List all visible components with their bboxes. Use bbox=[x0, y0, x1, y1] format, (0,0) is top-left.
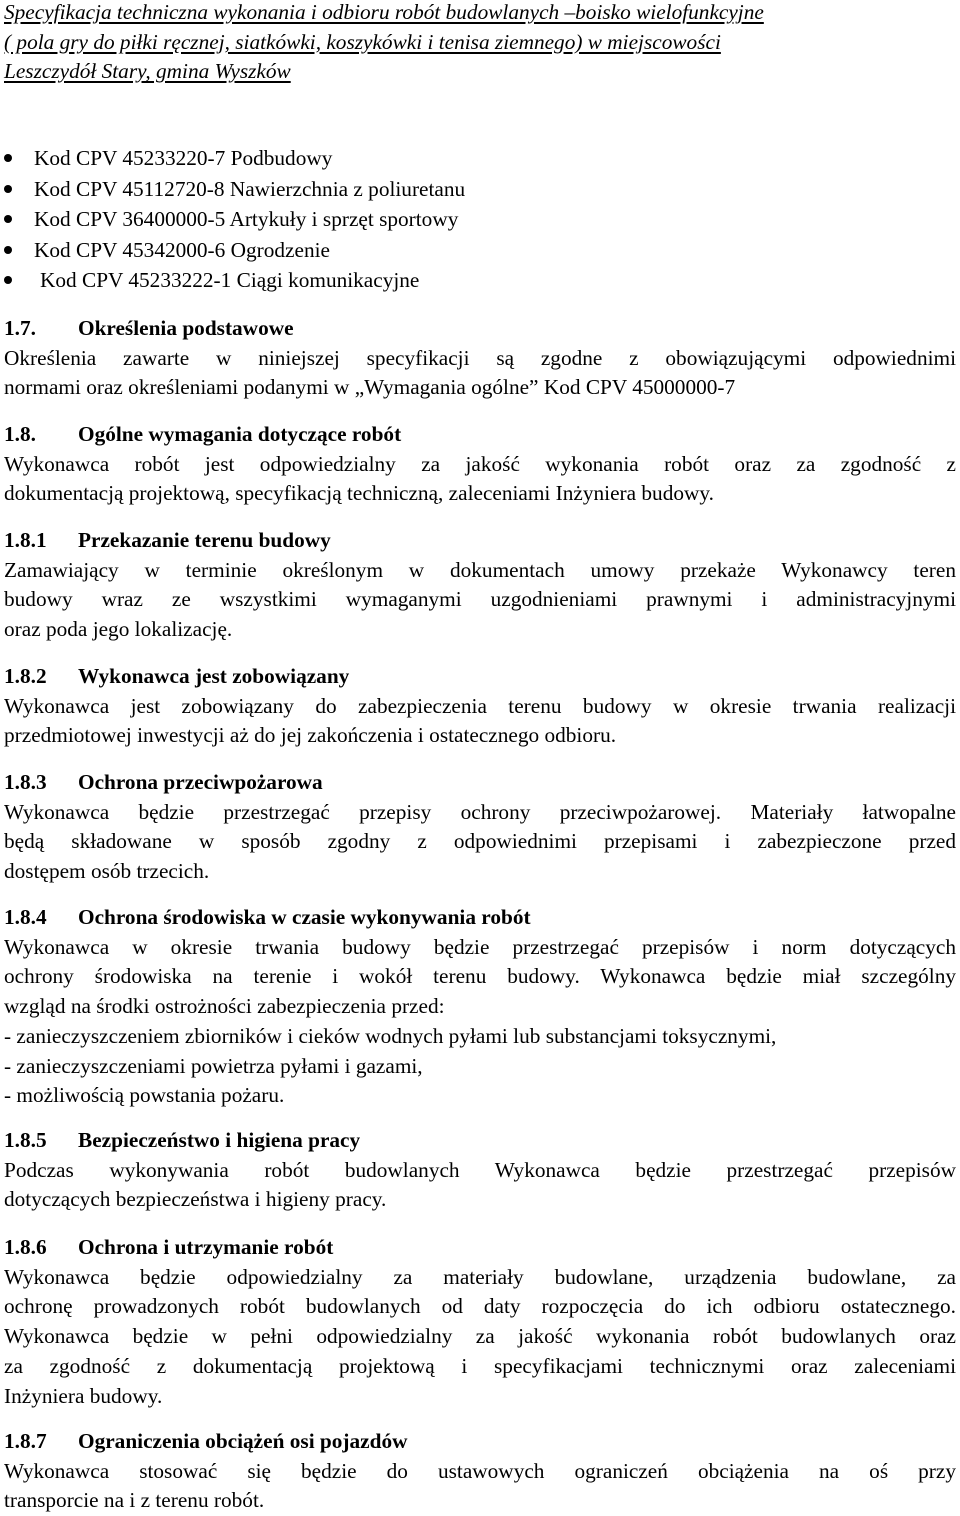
section-heading bbox=[4, 420, 956, 450]
cpv-code-list bbox=[4, 143, 954, 296]
cpv-code-text: Kod CPV 45233222-1 Ciągi komunikacyjne bbox=[40, 268, 420, 292]
header-line: Specyfikacja techniczna wykonania i odbioru robót budowlanych –boisko wielofunkcyjne bbox=[4, 0, 764, 24]
cpv-list-item bbox=[4, 235, 954, 266]
section-number: 1.8.4 bbox=[4, 905, 47, 929]
section-heading bbox=[4, 314, 956, 344]
list-item: - zanieczyszczeniami powietrza pyłami i gazami, bbox=[4, 1053, 423, 1078]
paragraph-line: normami oraz określeniami podanymi w „Wymagania ogólne” Kod CPV 45000000-7 bbox=[4, 375, 736, 400]
cpv-list-item bbox=[4, 265, 954, 296]
paragraph-line: budowy wraz ze wszystkimi wymaganymi uzgodnieniami prawnymi i administracyjnymi bbox=[4, 587, 956, 612]
paragraph-line: dokumentacją projektową, specyfikacją techniczną, zaleceniami Inżyniera budowy. bbox=[4, 481, 714, 506]
section-title: Bezpieczeństwo i higiena pracy bbox=[78, 1128, 361, 1152]
section-heading bbox=[4, 662, 956, 692]
section-number: 1.8.1 bbox=[4, 528, 47, 552]
paragraph-line: Wykonawca będzie odpowiedzialny za materiały budowlane, urządzenia budowlane, za bbox=[4, 1264, 956, 1289]
section-1-8-6 bbox=[4, 1233, 956, 1411]
bullet-icon bbox=[4, 246, 12, 254]
section-number: 1.8. bbox=[4, 422, 36, 446]
section-title: Określenia podstawowe bbox=[78, 316, 294, 340]
cpv-code-text: Kod CPV 45342000-6 Ogrodzenie bbox=[34, 237, 330, 262]
list-item: - zanieczyszczeniem zbiorników i cieków wodnych pyłami lub substancjami toksycznymi, bbox=[4, 1023, 777, 1048]
section-heading bbox=[4, 903, 956, 933]
document-header bbox=[4, 0, 959, 87]
paragraph-line: przedmiotowej inwestycji aż do jej zakończenia i ostatecznego odbioru. bbox=[4, 723, 617, 748]
section-title: Ochrona przeciwpożarowa bbox=[78, 770, 323, 794]
paragraph-line: dostępem osób trzecich. bbox=[4, 859, 210, 884]
paragraph-line: Wykonawca w okresie trwania budowy będzie przestrzegać przepisów i norm dotyczących bbox=[4, 934, 956, 959]
paragraph-line: Podczas wykonywania robót budowlanych Wykonawca będzie przestrzegać przepisów bbox=[4, 1157, 956, 1182]
paragraph-line: oraz poda jego lokalizację. bbox=[4, 617, 233, 642]
paragraph-line: ochronę prowadzonych robót budowlanych od daty rozpoczęcia do ich odbioru ostatecznego. bbox=[4, 1294, 956, 1319]
section-heading bbox=[4, 1126, 956, 1156]
section-number: 1.8.6 bbox=[4, 1235, 47, 1259]
section-1-8-5 bbox=[4, 1126, 956, 1215]
section-heading bbox=[4, 768, 956, 798]
paragraph-line: Wykonawca robót jest odpowiedzialny za jakość wykonania robót oraz za zgodność z bbox=[4, 451, 956, 476]
section-number: 1.8.3 bbox=[4, 770, 47, 794]
cpv-code-text: Kod CPV 36400000-5 Artykuły i sprzęt sportowy bbox=[34, 207, 459, 231]
header-line: Leszczydół Stary, gmina Wyszków bbox=[4, 59, 291, 83]
section-title: Wykonawca jest zobowiązany bbox=[78, 664, 350, 688]
paragraph-line: dotyczących bezpieczeństwa i higieny pracy. bbox=[4, 1187, 387, 1212]
bullet-icon bbox=[4, 276, 12, 284]
paragraph-line: wzgląd na środki ostrożności zabezpieczenia przed: bbox=[4, 994, 445, 1019]
paragraph-line: Zamawiający w terminie określonym w dokumentach umowy przekaże Wykonawcy teren bbox=[4, 557, 956, 582]
section-number: 1.8.5 bbox=[4, 1128, 47, 1152]
cpv-list-item bbox=[4, 143, 954, 174]
bullet-icon bbox=[4, 154, 12, 162]
bullet-icon bbox=[4, 215, 12, 223]
section-1-8 bbox=[4, 420, 956, 509]
section-number: 1.8.7 bbox=[4, 1429, 47, 1453]
paragraph-line: Określenia zawarte w niniejszej specyfikacji są zgodne z obowiązującymi odpowiednimi bbox=[4, 345, 956, 370]
section-heading bbox=[4, 1233, 956, 1263]
paragraph-line: ochrony środowiska na terenie i wokół terenu budowy. Wykonawca będzie miał szczególny bbox=[4, 964, 956, 989]
section-title: Ograniczenia obciążeń osi pojazdów bbox=[78, 1429, 408, 1453]
section-1-8-4 bbox=[4, 903, 956, 1111]
header-line: ( pola gry do piłki ręcznej, siatkówki, koszykówki i tenisa ziemnego) w miejscowości bbox=[4, 29, 721, 54]
cpv-list-item bbox=[4, 174, 954, 205]
section-1-8-2 bbox=[4, 662, 956, 751]
paragraph-line: transporcie na i z terenu robót. bbox=[4, 1488, 265, 1513]
section-heading bbox=[4, 526, 956, 556]
section-title: Ochrona środowiska w czasie wykonywania robót bbox=[78, 905, 531, 929]
paragraph-line: będą składowane w sposób zgodny z odpowiednimi przepisami i zabezpieczone przed bbox=[4, 829, 956, 854]
list-item: - możliwością powstania pożaru. bbox=[4, 1083, 285, 1108]
bullet-icon bbox=[4, 185, 12, 193]
cpv-list-item bbox=[4, 204, 954, 235]
section-number: 1.8.2 bbox=[4, 664, 47, 688]
paragraph-line: za zgodność z dokumentacją projektową i specyfikacjami technicznymi oraz zaleceniami bbox=[4, 1353, 956, 1378]
paragraph-line: Wykonawca jest zobowiązany do zabezpieczenia terenu budowy w okresie trwania realizacji bbox=[4, 693, 956, 718]
section-1-8-1 bbox=[4, 526, 956, 645]
cpv-code-text: Kod CPV 45112720-8 Nawierzchnia z poliuretanu bbox=[34, 176, 466, 201]
section-1-7 bbox=[4, 314, 956, 403]
section-heading bbox=[4, 1427, 956, 1457]
cpv-code-text: Kod CPV 45233220-7 Podbudowy bbox=[34, 146, 333, 170]
section-1-8-3 bbox=[4, 768, 956, 887]
section-title: Ogólne wymagania dotyczące robót bbox=[78, 422, 402, 446]
section-title: Przekazanie terenu budowy bbox=[78, 528, 331, 552]
paragraph-line: Wykonawca będzie przestrzegać przepisy ochrony przeciwpożarowej. Materiały łatwopalne bbox=[4, 799, 956, 824]
paragraph-line: Wykonawca będzie w pełni odpowiedzialny za jakość wykonania robót budowlanych oraz bbox=[4, 1324, 956, 1349]
section-title: Ochrona i utrzymanie robót bbox=[78, 1235, 334, 1259]
section-number: 1.7. bbox=[4, 316, 36, 340]
section-1-8-7 bbox=[4, 1427, 956, 1516]
paragraph-line: Inżyniera budowy. bbox=[4, 1383, 163, 1408]
paragraph-line: Wykonawca stosować się będzie do ustawowych ograniczeń obciążenia na oś przy bbox=[4, 1458, 956, 1483]
